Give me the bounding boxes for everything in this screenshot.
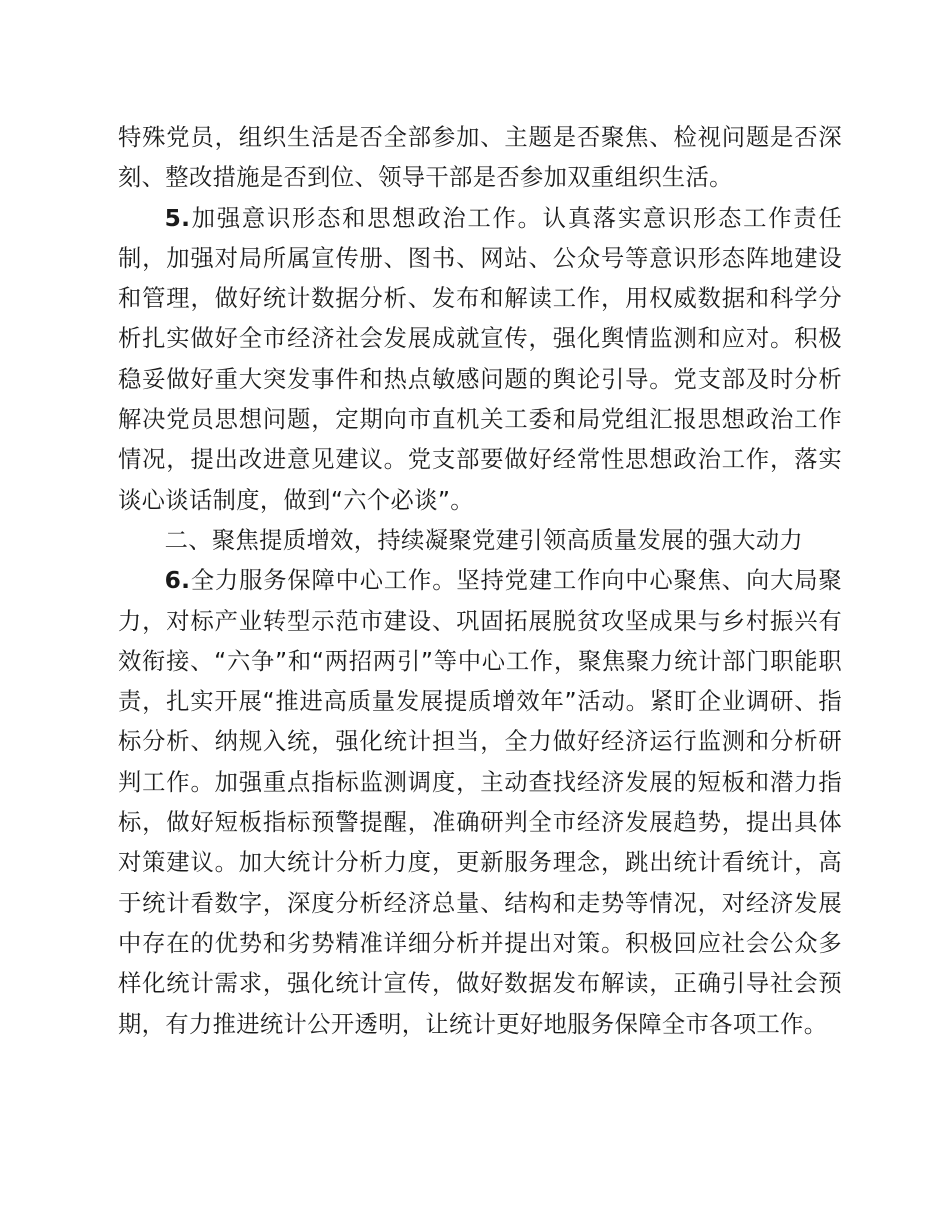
paragraph-item-5 — [118, 199, 842, 521]
paragraph-text: 加强意识形态和思想政治工作。认真落实意识形态工作责任制，加强对局所属宣传册、图书、网站、公众号等意识形态阵地建设和管理，做好统计数据分析、发布和解读工作，用权威数据和科学分析扎实做好全市经济社会发展成就宣传，强化舆情监测和应对。积极稳妥做好重大突发事件和热点敏感问题的舆论引导。党支部及时分析解决党员思想问题，定期向市直机关工委和局党组汇报思想政治工作情况，提出改进意见建议。党支部要做好经常性思想政治工作，落实谈心谈话制度，做到“六个必谈”。 — [118, 204, 842, 514]
paragraph-text: 全力服务保障中心工作。坚持党建工作向中心聚焦、向大局聚力，对标产业转型示范市建设、巩固拓展脱贫攻坚成果与乡村振兴有效衔接、“六争”和“两招两引”等中心工作，聚焦聚力统计部门职能职责，扎实开展“推进高质量发展提质增效年”活动。紧盯企业调研、指标分析、纳规入统，强化统计担当，全力做好经济运行监测和分析研判工作。加强重点指标监测调度，主动查找经济发展的短板和潜力指标，做好短板指标预警提醒，准确研判全市经济发展趋势，提出具体对策建议。加大统计分析力度，更新服务理念，跳出统计看统计，高于统计看数字，深度分析经济总量、结构和走势等情况，对经济发展中存在的优势和劣势精准详细分析并提出对策。积极回应社会公众多样化统计需求，强化统计宣传，做好数据发布解读，正确引导社会预期，有力推进统计公开透明，让统计更好地服务保障全市各项工作。 — [118, 567, 842, 1038]
paragraph-item-6 — [118, 561, 842, 1045]
item-number: 5. — [164, 204, 191, 232]
section-heading-text: 二、聚焦提质增效，持续凝聚党建引领高质量发展的强大动力 — [164, 526, 804, 554]
paragraph-continuation — [118, 118, 842, 199]
document-page — [118, 118, 842, 1045]
section-heading — [118, 521, 842, 561]
item-number: 6. — [164, 567, 191, 595]
paragraph-text: 特殊党员，组织生活是否全部参加、主题是否聚焦、检视问题是否深刻、整改措施是否到位、领导干部是否参加双重组织生活。 — [118, 124, 842, 192]
